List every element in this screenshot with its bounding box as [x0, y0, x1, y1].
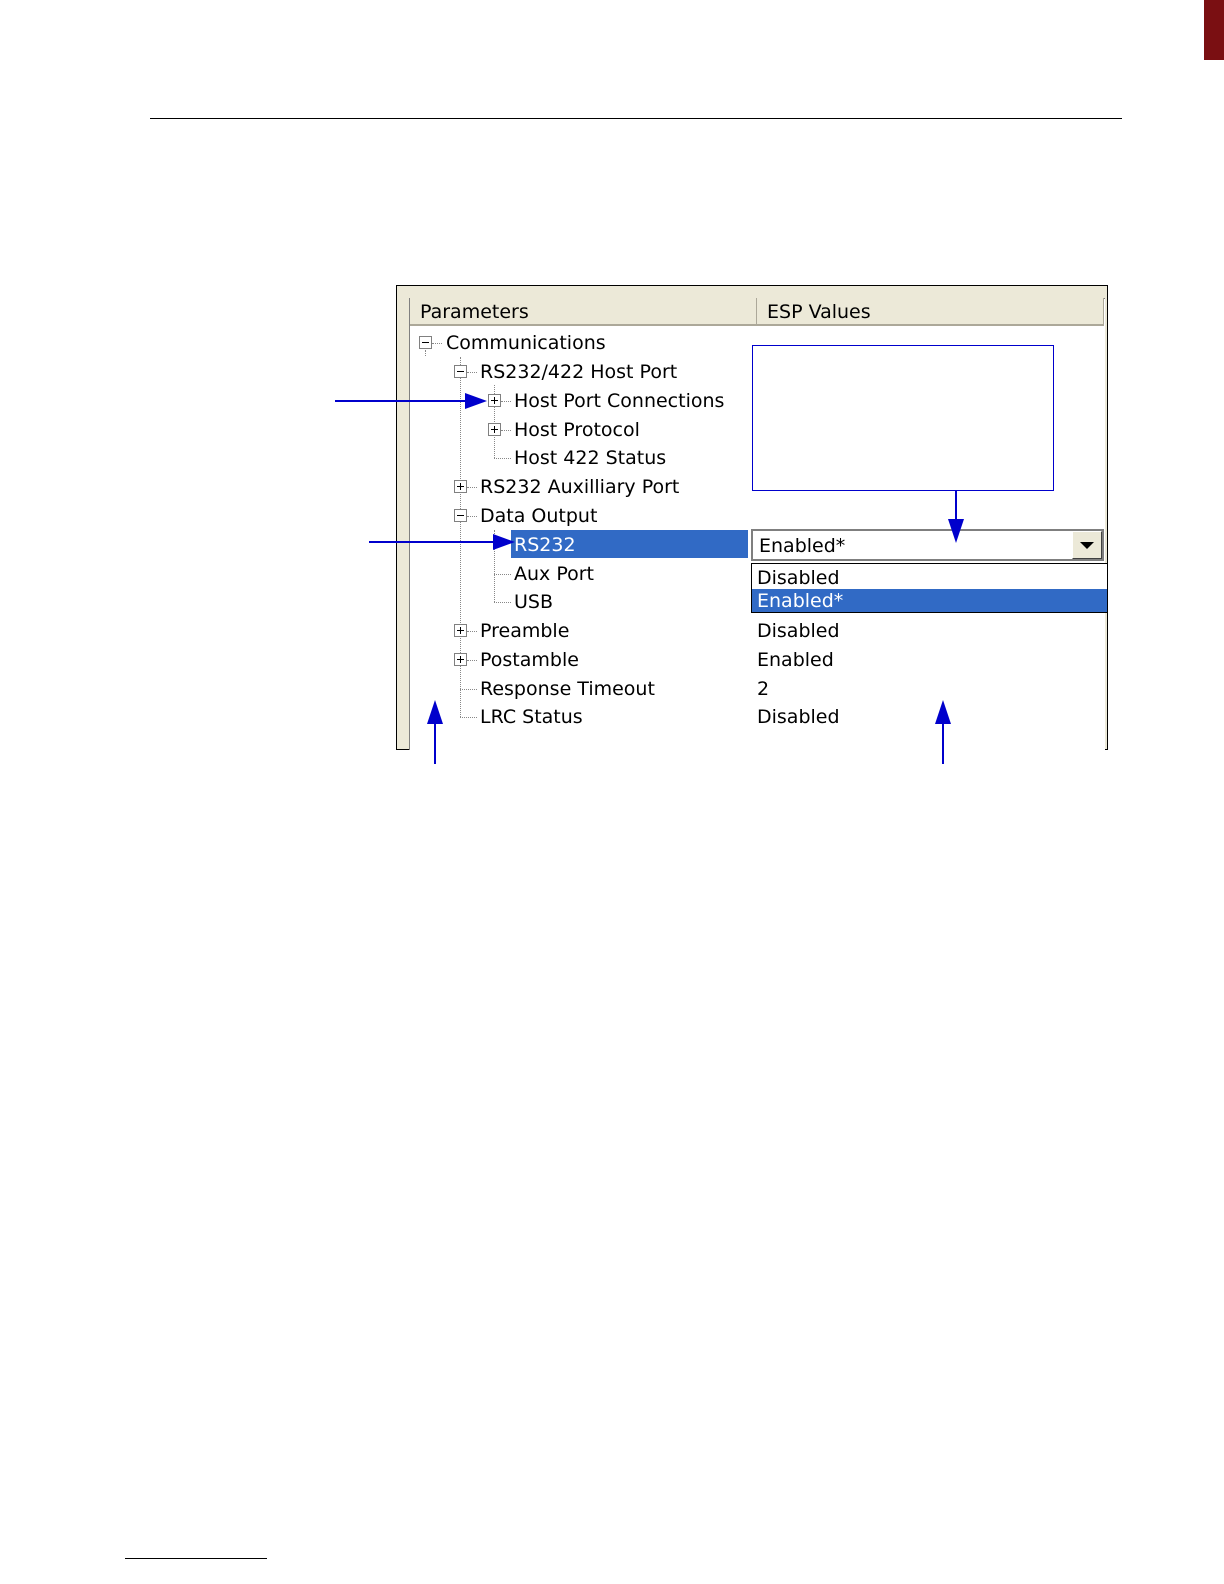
callout-arrow-up	[935, 700, 951, 724]
tree-line	[460, 717, 477, 718]
tree-line	[467, 372, 477, 373]
tree-line	[494, 458, 511, 459]
footer-rule	[125, 1558, 267, 1559]
tree-line	[460, 689, 477, 690]
tree-item-preamble[interactable]: Preamble	[480, 620, 570, 642]
expand-icon[interactable]	[454, 480, 467, 493]
collapse-icon[interactable]	[454, 509, 467, 522]
value-postamble[interactable]: Enabled	[757, 649, 834, 671]
tree-line	[467, 660, 477, 661]
callout-line	[434, 724, 436, 764]
expand-icon[interactable]	[488, 423, 501, 436]
column-header-parameters[interactable]: Parameters	[410, 298, 757, 326]
tree-line	[494, 602, 511, 603]
chevron-down-icon	[1080, 542, 1094, 549]
page-edge-tab	[1204, 0, 1224, 60]
callout-line	[955, 491, 957, 519]
tree-item-rs232-422-host-port[interactable]: RS232/422 Host Port	[480, 361, 678, 383]
callout-box	[752, 345, 1054, 491]
value-lrc-status[interactable]: Disabled	[757, 706, 840, 728]
tree-item-rs232-auxilliary-port[interactable]: RS232 Auxilliary Port	[480, 476, 680, 498]
callout-arrow-up	[427, 700, 443, 724]
tree-item-data-output[interactable]: Data Output	[480, 505, 598, 527]
tree-item-postamble[interactable]: Postamble	[480, 649, 579, 671]
tree-line	[501, 401, 511, 402]
column-header-esp-values[interactable]: ESP Values	[757, 298, 1104, 326]
tree-item-host-port-connections[interactable]: Host Port Connections	[514, 390, 725, 412]
tree-item-host-422-status[interactable]: Host 422 Status	[514, 447, 667, 469]
tree-item-host-protocol[interactable]: Host Protocol	[514, 419, 640, 441]
callout-arrow-down	[948, 519, 964, 543]
tree-item-aux-port[interactable]: Aux Port	[514, 563, 594, 585]
dropdown-button[interactable]	[1072, 531, 1102, 559]
tree-line	[494, 574, 511, 575]
dropdown-option-disabled[interactable]: Disabled	[757, 567, 840, 589]
collapse-icon[interactable]	[419, 336, 432, 349]
tree-line	[432, 343, 442, 344]
tree-line	[501, 430, 511, 431]
tree-line	[425, 350, 426, 356]
tree-line	[467, 516, 477, 517]
expand-icon[interactable]	[454, 653, 467, 666]
collapse-icon[interactable]	[454, 365, 467, 378]
combobox-value: Enabled*	[759, 535, 846, 557]
callout-line	[335, 400, 465, 402]
tree-item-response-timeout[interactable]: Response Timeout	[480, 678, 655, 700]
value-preamble[interactable]: Disabled	[757, 620, 840, 642]
header-rule	[150, 118, 1122, 119]
callout-arrow-right	[465, 393, 487, 409]
tree-item-usb[interactable]: USB	[514, 591, 554, 613]
tree-line	[467, 631, 477, 632]
expand-icon[interactable]	[488, 394, 501, 407]
dropdown-option-enabled[interactable]: Enabled*	[757, 590, 844, 612]
expand-icon[interactable]	[454, 624, 467, 637]
tree-item-lrc-status[interactable]: LRC Status	[480, 706, 583, 728]
value-response-timeout[interactable]: 2	[757, 678, 770, 700]
tree-line	[467, 487, 477, 488]
callout-line	[369, 541, 493, 543]
tree-item-rs232[interactable]: RS232	[514, 534, 576, 556]
callout-line	[942, 724, 944, 764]
tree-item-communications[interactable]: Communications	[446, 332, 606, 354]
callout-arrow-right	[493, 534, 515, 550]
